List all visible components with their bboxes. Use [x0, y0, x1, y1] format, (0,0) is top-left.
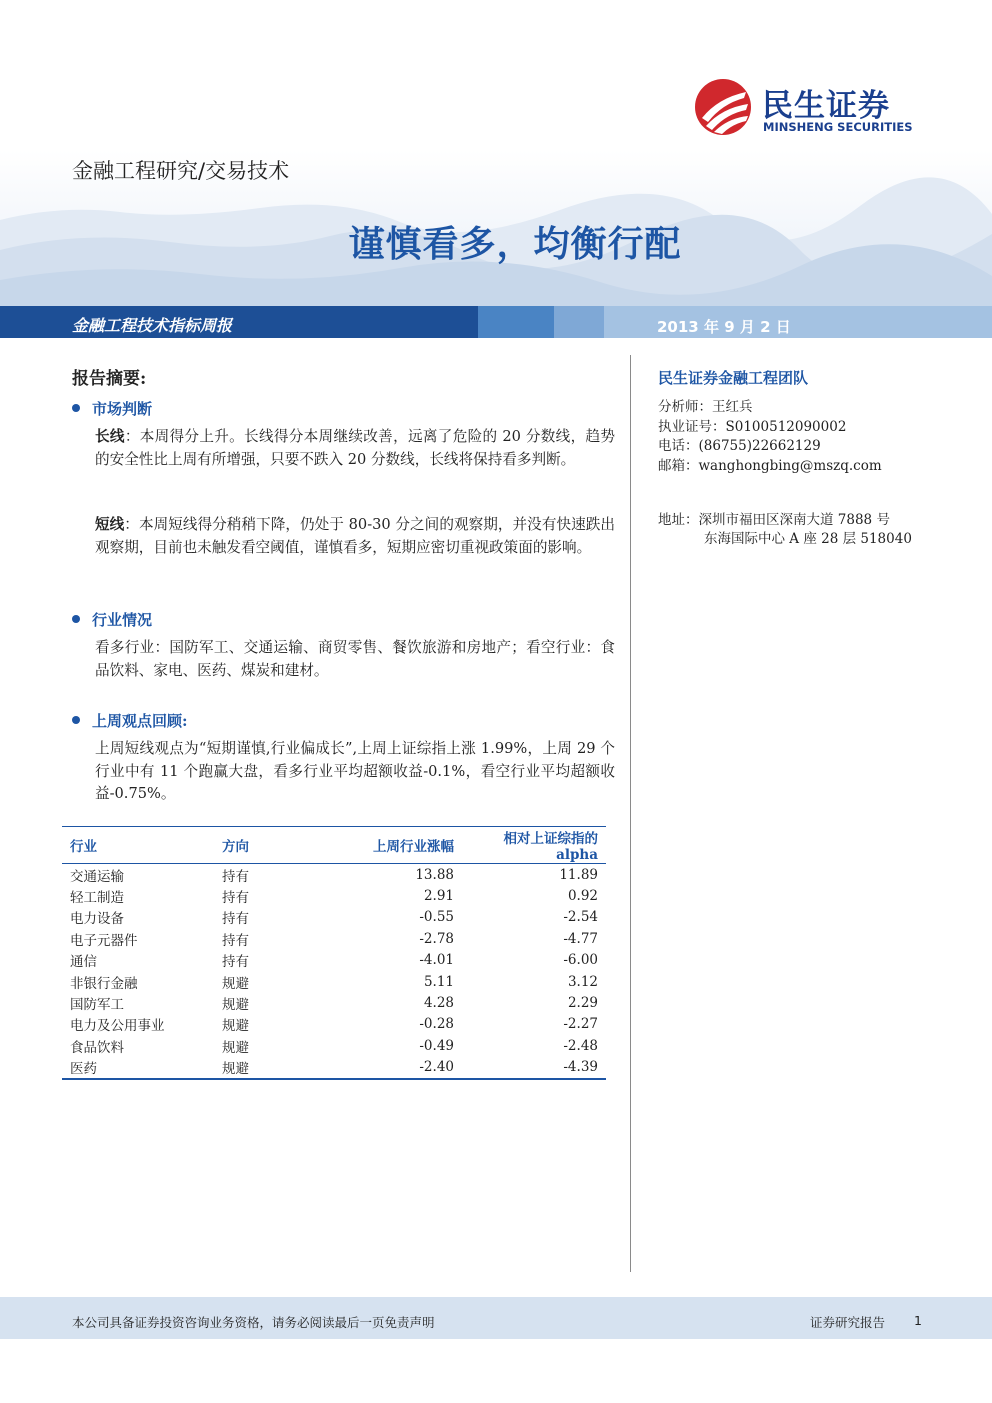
cell-return: -0.55: [419, 909, 454, 926]
cell-alpha: 3.12: [567, 973, 598, 990]
section-review-heading: 上周观点回顾:: [72, 710, 188, 731]
cell-direction: 持有: [222, 890, 249, 907]
report-category: 金融工程研究/交易技术: [72, 159, 290, 183]
cell-return: -2.40: [316, 1057, 462, 1079]
table-header-row: [62, 827, 606, 864]
cell-return: -0.49: [419, 1037, 454, 1054]
email-address[interactable]: 邮箱：wanghongbing@mszq.com: [658, 458, 882, 474]
col-header-return: 上周行业涨幅: [316, 827, 462, 864]
report-title: 谨慎看多，均衡行配: [348, 224, 682, 265]
cell-return: -0.28: [419, 1016, 454, 1033]
cell-industry: 电力设备: [70, 911, 124, 928]
analyst-name: 分析师：王红兵: [658, 399, 753, 415]
cell-industry: 轻工制造: [70, 890, 124, 907]
review-paragraph: 上周短线观点为“短期谨慎,行业偏成长”,上周上证综指上涨 1.99%，上周 29 个行业中有 11 个跑赢大盘，看多行业平均超额收益-0.1%，看空行业平均超额收益-0.75%。: [95, 740, 615, 802]
industry-table: [62, 826, 606, 1080]
brand-logo: [694, 78, 924, 138]
col-header-alpha: 相对上证综指的 alpha: [462, 827, 606, 864]
cell-alpha: -4.77: [563, 930, 598, 947]
cell-alpha: 2.29: [567, 995, 598, 1012]
cell-industry: 国防军工: [70, 997, 124, 1014]
section-industry-heading: 行业情况: [72, 609, 152, 630]
cell-alpha: -2.54: [563, 909, 598, 926]
cell-industry: 电力及公用事业: [70, 1018, 165, 1035]
cell-direction: 规避: [222, 1039, 249, 1056]
bullet-icon: [72, 404, 80, 412]
address-line-2: 东海国际中心 A 座 28 层 518040: [704, 531, 912, 547]
footer-disclaimer: 本公司具备证券投资咨询业务资格，请务必阅读最后一页免责声明: [72, 1315, 435, 1330]
column-divider: [630, 355, 631, 1272]
cell-alpha: -4.39: [462, 1057, 606, 1079]
minsheng-logo-icon: [694, 78, 752, 136]
col-header-industry: 行业: [62, 827, 214, 864]
long-text: ：本周得分上升。长线得分本周继续改善，远离了危险的 20 分数线，趋势的安全性比上周有所增强，只要不跌入 20 分数线，长线将保持看多判断。: [95, 428, 615, 468]
phone-number: 电话：(86755)22662129: [658, 438, 821, 454]
cell-industry: 食品饮料: [70, 1039, 124, 1056]
table-row: [62, 1035, 606, 1056]
cell-alpha: 11.89: [559, 866, 598, 883]
cell-alpha: -2.27: [563, 1016, 598, 1033]
cell-return: -2.78: [419, 930, 454, 947]
cell-direction: 规避: [222, 975, 249, 992]
cell-industry: 非银行金融: [70, 975, 138, 992]
cell-direction: 持有: [222, 868, 249, 885]
cell-direction: 持有: [222, 911, 249, 928]
cell-return: 2.91: [423, 888, 454, 905]
table-row: [62, 885, 606, 906]
cell-direction: 规避: [214, 1057, 316, 1079]
section-market-heading: 市场判断: [72, 398, 152, 419]
cell-alpha: -6.00: [563, 952, 598, 969]
cell-alpha: 0.92: [567, 888, 598, 905]
cell-direction: 持有: [222, 932, 249, 949]
cell-alpha: -2.48: [563, 1037, 598, 1054]
industry-paragraph: 看多行业：国防军工、交通运输、商贸零售、餐饮旅游和房地产；看空行业：食品饮料、家电、医药、煤炭和建材。: [95, 639, 615, 679]
table-row: [62, 1057, 606, 1079]
table-row: [62, 907, 606, 928]
team-title: 民生证券金融工程团队: [658, 369, 809, 387]
page-number: 1: [914, 1313, 922, 1328]
brand-name-cn: 民生证券: [762, 88, 890, 124]
cell-industry: 医药: [62, 1057, 214, 1079]
cell-direction: 规避: [222, 1018, 249, 1035]
summary-title: 报告摘要:: [72, 369, 147, 389]
table-row: [62, 1014, 606, 1035]
market-short-paragraph: [95, 514, 615, 559]
table-row: [62, 992, 606, 1013]
table-row: [62, 971, 606, 992]
cell-return: 4.28: [423, 995, 454, 1012]
report-type: 金融工程技术指标周报: [72, 316, 233, 335]
col-header-direction: 方向: [214, 827, 316, 864]
long-label: 长线: [95, 428, 125, 445]
cell-return: 5.11: [423, 973, 454, 990]
cell-industry: 电子元器件: [70, 932, 138, 949]
cell-direction: 持有: [222, 954, 249, 971]
table-row: [62, 928, 606, 949]
cell-industry: 交通运输: [70, 868, 124, 885]
short-label: 短线: [95, 516, 125, 533]
cell-return: -4.01: [419, 952, 454, 969]
cell-industry: 通信: [70, 954, 97, 971]
market-long-paragraph: [95, 426, 615, 471]
table-row: [62, 864, 606, 886]
report-date: 2013 年 9 月 2 日: [657, 318, 791, 336]
license-number: 执业证号：S0100512090002: [658, 419, 847, 435]
footer-doc-type: 证券研究报告: [810, 1315, 886, 1330]
brand-name-en: MINSHENG SECURITIES: [763, 120, 913, 134]
short-text: ：本周短线得分稍稍下降，仍处于 80-30 分之间的观察期，并没有快速跌出观察期，目前也未触发看空阈值，谨慎看多，短期应密切重视政策面的影响。: [95, 516, 615, 556]
bullet-icon: [72, 716, 80, 724]
cell-direction: 规避: [222, 997, 249, 1014]
bullet-icon: [72, 615, 80, 623]
table-row: [62, 950, 606, 971]
address-line-1: 地址：深圳市福田区深南大道 7888 号: [658, 512, 890, 528]
cell-return: 13.88: [415, 866, 454, 883]
